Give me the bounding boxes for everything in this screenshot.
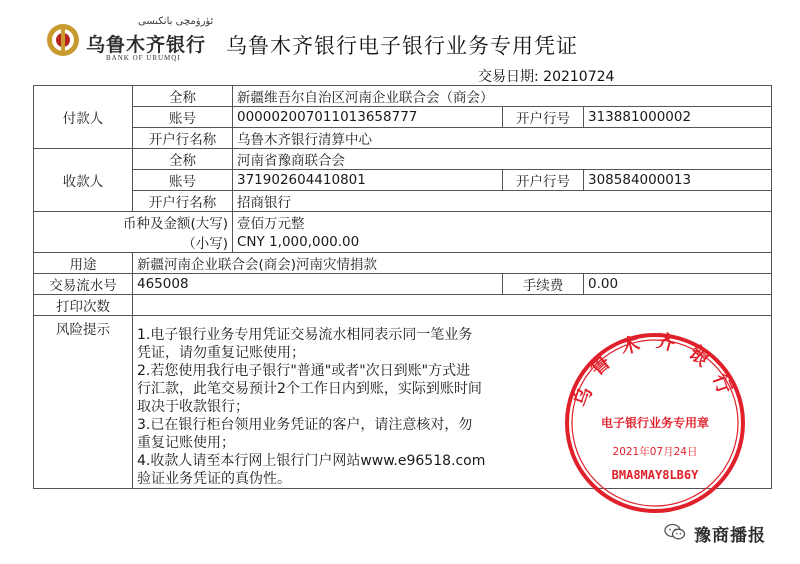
document-title: 乌鲁木齐银行电子银行业务专用凭证: [226, 34, 578, 58]
payer-section-label: 付款人: [34, 86, 133, 149]
transaction-date-label: 交易日期:: [478, 69, 539, 85]
amount-lower: CNY 1,000,000.00: [233, 232, 772, 253]
amount-upper-label: 币种及金额(大写): [34, 212, 233, 233]
official-seal: [560, 328, 750, 518]
fee-value: 0.00: [584, 274, 772, 295]
payer-bank-name: 乌鲁木齐银行清算中心: [233, 128, 772, 149]
seal-code: BMA8MAY8LB6Y: [611, 468, 699, 482]
purpose-label: 用途: [34, 253, 133, 274]
risk-line: 取决于收款银行；: [137, 399, 249, 415]
serial-label: 交易流水号: [34, 274, 133, 295]
risk-line: 1.电子银行业务专用凭证交易流水相同表示同一笔业务: [137, 327, 473, 343]
table-row: [34, 232, 772, 253]
risk-line: 行汇款，此笔交易预计2个工作日内到账，实际到账时间: [137, 381, 482, 397]
table-row: [34, 128, 772, 149]
print-count-value: [133, 295, 772, 316]
risk-line: 重复记账使用；: [137, 435, 235, 451]
payer-bank-no-label: 开户行号: [503, 107, 584, 128]
transaction-date: [478, 66, 614, 86]
risk-line: 2.若您使用我行电子银行"普通"或者"次日到账"方式进: [137, 363, 471, 379]
payer-account-label: 账号: [133, 107, 233, 128]
payee-name: 河南省豫商联合会: [233, 149, 772, 170]
wechat-icon: [664, 523, 686, 541]
table-row: [34, 295, 772, 316]
table-row: [34, 253, 772, 274]
payee-bank-no-label: 开户行号: [503, 170, 584, 191]
print-count-label: 打印次数: [34, 295, 133, 316]
bank-logo: [46, 18, 216, 64]
amount-upper: 壹佰万元整: [233, 212, 772, 233]
fee-label: 手续费: [503, 274, 584, 295]
payer-bank-no: 313881000002: [584, 107, 772, 128]
seal-date: 2021年07月24日: [612, 446, 698, 458]
risk-label: 风险提示: [34, 316, 133, 489]
payer-name-label: 全称: [133, 86, 233, 107]
payee-account-label: 账号: [133, 170, 233, 191]
amount-lower-label: （小写): [34, 232, 233, 253]
payee-bank-no: 308584000013: [584, 170, 772, 191]
table-row: [34, 212, 772, 233]
seal-ring-text: 乌鲁木齐银行: [569, 329, 741, 410]
table-row: [34, 86, 772, 107]
payee-bank-name: 招商银行: [233, 191, 772, 212]
risk-line: 验证业务凭证的真伪性。: [137, 471, 291, 487]
payee-name-label: 全称: [133, 149, 233, 170]
payer-name: 新疆维吾尔自治区河南企业联合会（商会）: [233, 86, 772, 107]
table-row: [34, 170, 772, 191]
risk-line: 4.收款人请至本行网上银行门户网站www.e96518.com: [137, 453, 486, 469]
logo-english-name: BANK OF URUMQI: [106, 54, 181, 62]
bank-logo-icon: [46, 23, 80, 57]
risk-line: 3.已在银行柜台领用业务凭证的客户，请注意核对，勿: [137, 417, 473, 433]
payer-bank-name-label: 开户行名称: [133, 128, 233, 149]
logo-uyghur-text: ئۈرۈمچى بانكىسى: [138, 16, 214, 27]
payer-account: 000002007011013658777: [233, 107, 503, 128]
risk-line: 凭证，请勿重复记账使用；: [137, 345, 305, 361]
table-row: [34, 149, 772, 170]
table-row: [34, 191, 772, 212]
payee-section-label: 收款人: [34, 149, 133, 212]
logo-chinese-name: 乌鲁木齐银行: [86, 34, 207, 56]
payee-account: 371902604410801: [233, 170, 503, 191]
watermark-text: 豫商播报: [694, 526, 766, 546]
table-row: [34, 274, 772, 295]
seal-center-text: 电子银行业务专用章: [600, 416, 710, 430]
serial-value: 465008: [133, 274, 503, 295]
watermark: [664, 520, 784, 544]
payee-bank-name-label: 开户行名称: [133, 191, 233, 212]
purpose-value: 新疆河南企业联合会(商会)河南灾情捐款: [133, 253, 772, 274]
table-row: [34, 107, 772, 128]
transaction-date-value: 20210724: [543, 69, 615, 85]
